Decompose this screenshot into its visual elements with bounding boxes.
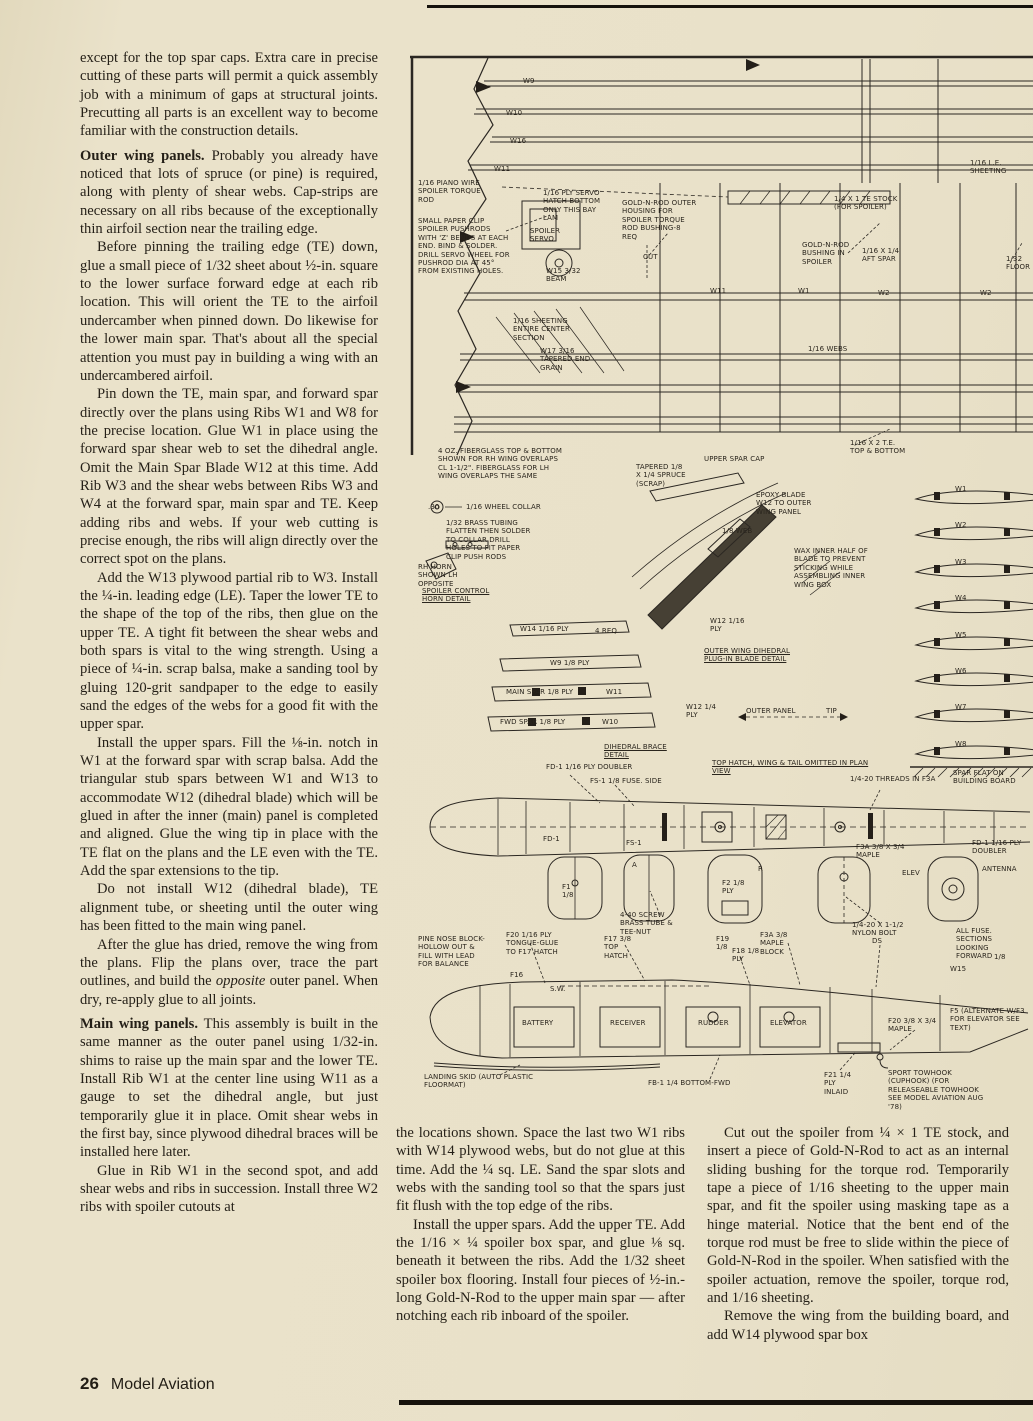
drawing-label: ELEVATOR [770,1019,807,1027]
drawing-label: 4-40 SCREW BRASS TUBE & TEE-NUT [620,911,673,936]
drawing-label: F21 1/4 PLY INLAID [824,1071,852,1096]
drawing-label: SMALL PAPER CLIP SPOILER PUSHRODS WITH 'Z' BENDS AT EACH END. BIND & SOLDER. DRILL SERVO WHEEL FOR PUSHROD DIA AT 45° FROM EXISTING HOLES. [418,217,510,276]
drawing-label: 1/16 WHEEL COLLAR [466,503,541,511]
drawing-label: W11 [606,688,623,696]
drawing-label: F18 1/8 PLY [732,947,760,964]
page-number: 26 [80,1374,99,1393]
drawing-label: ALL FUSE. SECTIONS LOOKING FORWARD [956,927,993,961]
drawing-label: W1 [798,287,810,295]
drawing-label: W11 [494,165,511,173]
drawing-label: FWD SPAR 1/8 PLY [500,718,566,726]
drawing-label: FD-1 1/16 PLY DOUBLER [546,763,633,771]
drawing-label: F5 (ALTERNATE W/F3 FOR ELEVATOR SEE TEXT) [950,1007,1025,1032]
drawing-label: SPAR FLAT ON BUILDING BOARD [953,769,1016,786]
drawing-label: W11 [710,287,727,295]
page-edge-artifact-bottom [399,1400,1033,1405]
drawing-label: F2 1/8 PLY [722,879,745,896]
drawing-label: W5 [955,631,967,639]
article-paragraph: Install the upper spars. Fill the ⅛-in. notch in W1 at the forward spar with scrap balsa. Add the triangular stub spars between W1 and W13 to accommodate W12 (dihedral blade) which will be glued in after the inner (main) panel is completed and aligned. Glue the wing tip in place with the TE flat on the plans and the LE even with the TE. Add the spar extensions to the tip. [80,734,378,880]
drawing-label: 1/8 [994,953,1006,961]
drawing-label: W14 1/16 PLY [520,625,569,633]
drawing-label: W15 [950,965,967,973]
drawing-label: A [632,861,637,869]
drawing-label: W6 [955,667,967,675]
drawing-label: W2 [980,289,992,297]
drawing-label: 1/8 WEB [722,527,753,535]
drawing-label: FB-1 1/4 BOTTOM-FWD [648,1079,731,1087]
drawing-label: MAIN SPAR 1/8 PLY [506,688,574,696]
drawing-label: W16 [510,137,527,145]
drawing-label: SPOILER CONTROL HORN DETAIL [422,587,490,604]
drawing-label: 1/4-20 THREADS IN F3A [850,775,936,783]
drawing-label: F16 [510,971,524,979]
drawing-labels-layer [410,55,1033,1113]
drawing-label: 1/32 BRASS TUBING FLATTEN THEN SOLDER TO COLLAR DRILL HOLES TO FIT PAPER CLIP PUSH RODS [446,519,531,561]
drawing-label: F1 1/8 [562,883,574,900]
drawing-label: W10 [602,718,619,726]
article-paragraph: Main wing panels. This assembly is built in the same manner as the outer panel using 1/32-in. shims to raise up the main spar and the lower TE. Install Rib W1 at the center line using W11 as a gauge to set the dihedral angle, but just temporarily glue it in place. Omit shear webs in the first bay, since plywood dihedral braces will be installed here later. [80,1015,378,1161]
drawing-label: F3A 3/8 X 3/4 MAPLE [856,843,905,860]
technical-drawing [410,55,1033,1113]
drawing-label: FS-1 1/8 FUSE. SIDE [590,777,662,785]
drawing-label: SPOILER SERVO [530,227,561,244]
drawing-label: RUDDER [698,1019,729,1027]
drawing-label: W4 [955,594,967,602]
drawing-label: W12 1/4 PLY [686,703,717,720]
drawing-label: RH HORN SHOWN LH OPPOSITE [418,563,458,588]
drawing-label: W15 3/32 BEAM [546,267,581,284]
drawing-label: W2 [878,289,890,297]
drawing-label: UPPER SPAR CAP [704,455,765,463]
drawing-label: TOP HATCH, WING & TAIL OMITTED IN PLAN VIEW [712,759,869,776]
drawing-label: W17 3/16 TAPERED END GRAIN [540,347,591,372]
drawing-label: FD-1 1/16 PLY DOUBLER [972,839,1022,856]
article-paragraph: After the glue has dried, remove the wing from the plans. Flip the plans over, trace the part outlines, and build the opposite outer panel. When dry, re-apply glue to all joints. [80,936,378,1008]
article-column-middle [396,1124,685,1326]
drawing-label: W9 [523,77,535,85]
drawing-label: GOLD-N-ROD BUSHING IN SPOILER [802,241,850,266]
drawing-label: ELEV [902,869,920,877]
drawing-label: 1/16 PIANO WIRE SPOILER TORQUE ROD [418,179,481,204]
article-paragraph: the locations shown. Space the last two W1 ribs with W14 plywood webs, but do not glue at this time. Add the ¼ sq. LE. Sand the spar slots and webs with the sanding tool so that the spars just fit flush with the top edge of the ribs. [396,1125,685,1215]
drawing-label: F20 1/16 PLY TONGUE-GLUE TO F17 HATCH [506,931,559,956]
drawing-label: 4 REQ [595,627,617,635]
drawing-label: W12 1/16 PLY [710,617,745,634]
article-paragraph: Outer wing panels. Probably you already have noticed that lots of spruce (or pine) is required, along with plenty of shear webs. Cap-strips are necessary on all ribs because of the exceptionally thin airfoil section near the trailing edge. [80,147,378,238]
drawing-label: F3A 3/8 MAPLE BLOCK [760,931,788,956]
drawing-label: DIHEDRAL BRACE DETAIL [604,743,667,760]
drawing-label: CUT [643,253,658,261]
article-paragraph: Glue in Rib W1 in the second spot, and add shear webs and ribs in succession. Install three W2 ribs with spoiler cutouts at [80,1162,378,1216]
drawing-label: W10 [506,109,523,117]
drawing-label: WAX INNER HALF OF BLADE TO PREVENT STICKING WHILE ASSEMBLING INNER WING BOX [794,547,868,589]
article-paragraph: Add the W13 plywood partial rib to W3. Install the ¼-in. leading edge (LE). Taper the lower TE to the shape of the top of the ribs, then glue on the upper TE. A tight fit between the shear webs and both spars is vital to the wing strength. Using a piece of ¼-in. scrap balsa, make a sanding tool by gluing 120-grit sandpaper to the edge to easily sand the edges of the webs for a good fit with the upper spar. [80,569,378,733]
drawing-label: F17 3/8 TOP HATCH [604,935,632,960]
article-paragraph: except for the top spar caps. Extra care in precise cutting of these parts will permit a quick assembly job with a minimum of gaps at structural joints. Precutting all parts is an excellent way to become familiar with the construction details. [80,50,378,140]
drawing-label: ANTENNA [982,865,1017,873]
drawing-label: W8 [955,740,967,748]
drawing-label: F20 3/8 X 3/4 MAPLE [888,1017,937,1034]
drawing-label: LANDING SKID (AUTO PLASTIC FLOORMAT) [424,1073,534,1090]
drawing-label: 1/16 SHEETING ENTIRE CENTER SECTION [513,317,570,342]
drawing-label: TIP [826,707,837,715]
drawing-label: DS [872,937,883,945]
drawing-label: 1/16 X 2 T.E. TOP & BOTTOM [850,439,906,456]
drawing-label: .30 [428,503,440,511]
drawing-label: SPORT TOWHOOK (CUPHOOK) (FOR RELEASEABLE TOWHOOK SEE MODEL AVIATION AUG '78) [888,1069,984,1111]
drawing-label: 1/4 X 1 TE STOCK (FOR SPOILER) [834,195,898,212]
article-column-right [707,1124,1009,1344]
magazine-title: Model Aviation [110,1376,215,1393]
drawing-label: BATTERY [522,1019,554,1027]
drawing-label: W3 [955,558,967,566]
drawing-label: 1/16 L.E. SHEETING [970,159,1007,176]
drawing-label: OUTER PANEL [746,707,796,715]
drawing-label: 1/16 PLY SERVO HATCH-BOTTOM ONLY THIS BAY LAM [543,189,601,223]
drawing-label: GOLD-N-ROD OUTER HOUSING FOR SPOILER TORQUE ROD BUSHING-8 REQ [622,199,697,241]
drawing-label: W2 [955,521,967,529]
drawing-label: 1/4-20 X 1-1/2 NYLON BOLT [852,921,904,938]
drawing-label: R [758,865,763,873]
drawing-label: W1 [955,485,967,493]
article-paragraph: Install the upper spars. Add the upper TE. Add the 1/16 × ¼ spoiler box spar, and glue ⅛ sq. beneath it between the ribs. Add the 1/32 sheet spoiler box flooring. Install four pieces of ½-in.-long Gold-N-Rod to the upper main spar — after notching each rib inboard of the spoiler. [396,1216,685,1325]
drawing-label: OUTER WING DIHEDRAL PLUG-IN BLADE DETAIL [704,647,790,664]
paragraph-lead: Outer wing panels. [80,147,212,164]
drawing-label: W9 1/8 PLY [550,659,590,667]
article-paragraph: Remove the wing from the building board, and add W14 plywood spar box [707,1308,1009,1343]
drawing-label: TAPERED 1/8 X 1/4 SPRUCE (SCRAP) [636,463,686,488]
article-paragraph: Cut out the spoiler from ¼ × 1 TE stock, and insert a piece of Gold-N-Rod to act as an internal sliding bushing for the torque rod. Temporarily tape a piece of 1/16 sheeting to the upper main spar, and fit the spoiler using masking tape as a hinge material. Notice that the bent end of the torque rod must be free to slide within the piece of Gold-N-Rod in the spoiler. When satisfied with the spoiler actuation, remove the spoiler, torque rod, and 1/16 sheeting. [707,1125,1009,1307]
article-paragraph: Pin down the TE, main spar, and forward spar directly over the plans using Ribs W1 and W8 for the precise location. Glue W1 in place using the forward spar shear web to set the dihedral angle. Omit the Main Spar Blade W12 at this time. Add Rib W3 and the shear webs between Ribs W3 and W4 at the forward spar, main spar and TE. Keep adding ribs and webs. If your web cutting is precise enough, the ribs will align directly over the correct spot on the plans. [80,386,378,568]
drawing-label: RECEIVER [610,1019,646,1027]
article-paragraph: Do not install W12 (dihedral blade), TE alignment tube, or sheeting until the outer wing has been fitted to the main wing panel. [80,881,378,935]
drawing-label: 1/32 FLOOR [1006,255,1031,272]
drawing-label: FS-1 [626,839,642,847]
drawing-label: 4 OZ. FIBERGLASS TOP & BOTTOM SHOWN FOR RH WING OVERLAPS CL 1-1/2". FIBERGLASS FOR LH WING OVERLAPS THE SAME [438,447,562,481]
article-paragraph: Before pinning the trailing edge (TE) down, glue a small piece of 1/32 sheet about ½-in. square to the lower surface forward edge at each rib location. This will orient the TE to the airfoil undercamber when pinned down. Do likewise for the lower main spar. That's about all the special attention you must pay in building a wing with an undercambered airfoil. [80,239,378,384]
drawing-label: W7 [955,703,967,711]
drawing-label: 1/16 WEBS [808,345,848,353]
drawing-label: F19 1/8 [716,935,730,952]
page-edge-artifact-top [427,5,1033,8]
page-footer [80,1374,215,1394]
article-column-left [80,49,378,1217]
drawing-label: FD-1 [543,835,560,843]
drawing-label: S.W. [550,985,566,993]
paragraph-lead: Main wing panels. [80,1015,204,1032]
drawing-label: PINE NOSE BLOCK-HOLLOW OUT & FILL WITH LEAD FOR BALANCE [418,935,485,969]
drawing-label: 1/16 X 1/4 AFT SPAR [862,247,900,264]
drawing-label: EPOXY BLADE W12 TO OUTER WING PANEL [756,491,812,516]
